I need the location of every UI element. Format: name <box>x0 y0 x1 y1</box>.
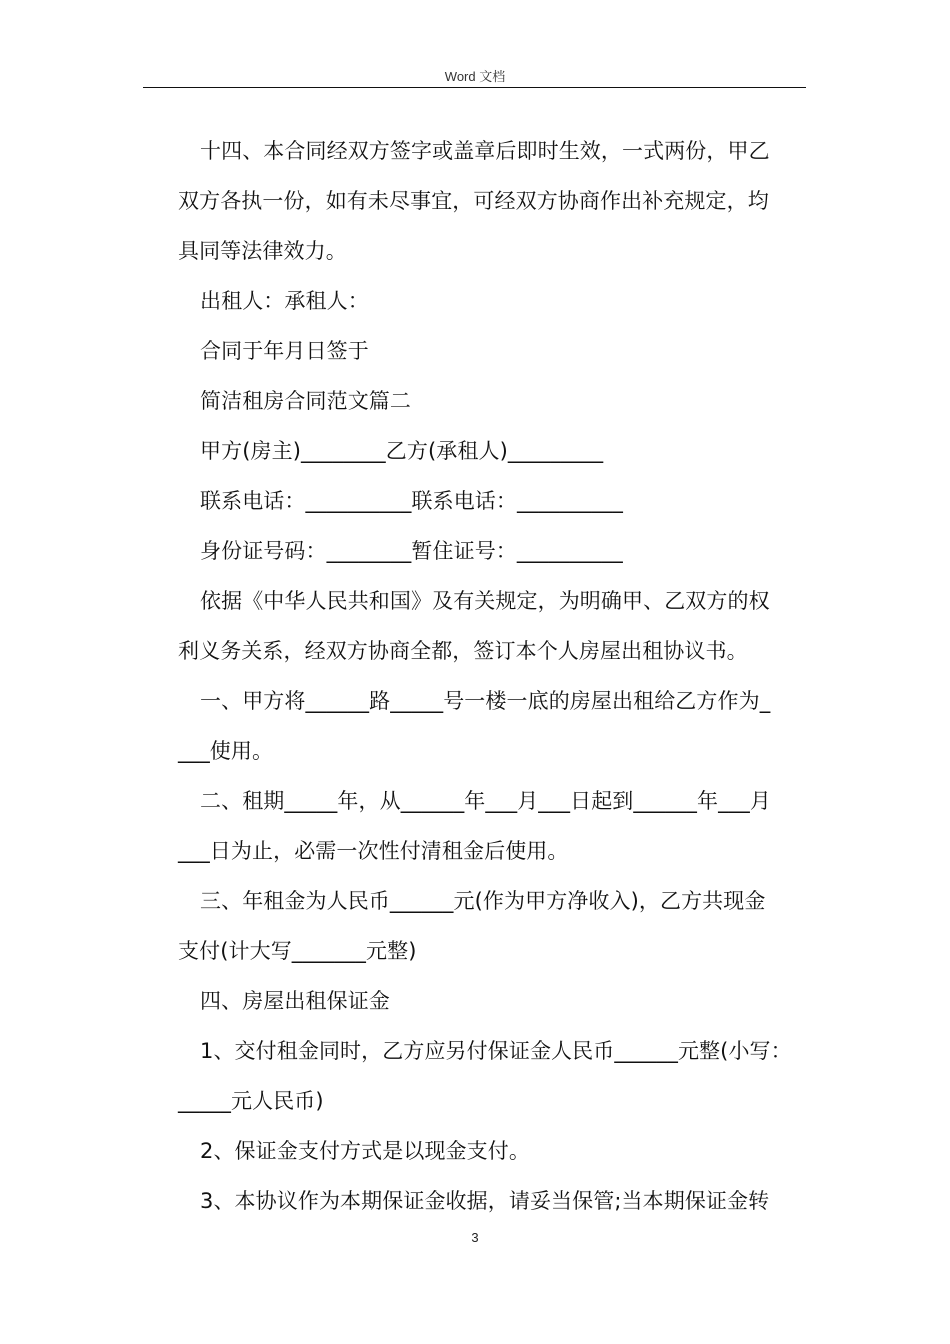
paragraph-line: 联系电话：__________联系电话：__________ <box>200 489 623 513</box>
paragraph-line: 二、租期_____年，从______年___月___日起到______年___月 <box>200 789 771 813</box>
paragraph-line: 甲方(房主)________乙方(承租人)_________ <box>200 439 604 463</box>
paragraph-line: 十四、本合同经双方签字或盖章后即时生效，一式两份，甲乙 <box>200 139 770 163</box>
paragraph-line: 2、保证金支付方式是以现金支付。 <box>200 1139 530 1163</box>
paragraph-line: 利义务关系，经双方协商全都，签订本个人房屋出租协议书。 <box>178 639 748 663</box>
paragraph-line: 双方各执一份，如有未尽事宜，可经双方协商作出补充规定，均 <box>178 189 769 213</box>
paragraph-line: 依据《中华人民共和国》及有关规定，为明确甲、乙双方的权 <box>200 589 770 613</box>
paragraph-line: 三、年租金为人民币______元(作为甲方净收入)，乙方共现金 <box>200 889 766 913</box>
paragraph-line: ___使用。 <box>178 739 274 763</box>
document-body <box>178 126 803 1226</box>
page-header: Word 文档 <box>444 69 506 84</box>
paragraph-line: _____元人民币) <box>178 1089 324 1113</box>
paragraph-line: 身份证号码：________暂住证号：__________ <box>200 539 623 563</box>
page-number: 3 <box>471 1230 479 1245</box>
paragraph-line: 具同等法律效力。 <box>178 239 347 263</box>
paragraph-line: 四、房屋出租保证金 <box>200 989 390 1013</box>
paragraph-line: 一、甲方将______路_____号一楼一底的房屋出租给乙方作为_ <box>200 689 771 713</box>
paragraph-line: 支付(计大写_______元整) <box>178 939 417 963</box>
paragraph-line: 3、本协议作为本期保证金收据，请妥当保管;当本期保证金转 <box>200 1189 770 1213</box>
paragraph-line: 合同于年月日签于 <box>200 339 369 363</box>
paragraph-line: 1、交付租金同时，乙方应另付保证金人民币______元整(小写： <box>200 1039 792 1063</box>
section-title: 简洁租房合同范文篇二 <box>200 389 411 413</box>
paragraph-line: 出租人：承租人： <box>200 289 369 313</box>
header-divider <box>143 87 806 88</box>
paragraph-line: ___日为止，必需一次性付清租金后使用。 <box>178 839 569 863</box>
